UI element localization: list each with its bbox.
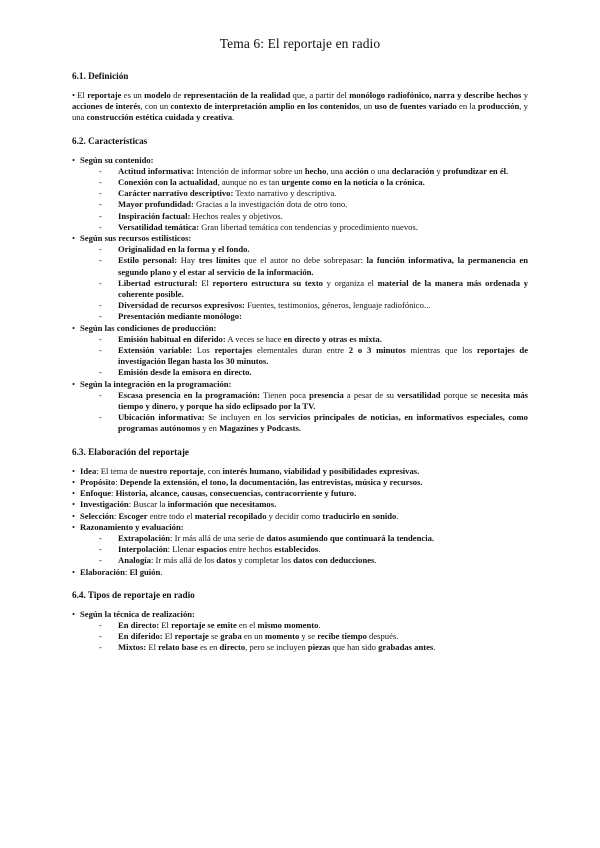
category-item (72, 609, 528, 654)
text-run: entre todo el (147, 510, 195, 521)
text-run: : Llenar (167, 544, 197, 555)
bold-text: momento (264, 631, 300, 642)
text-run: que, a partir del (290, 90, 350, 100)
bold-text: construcción estética cuidada y creativa (86, 112, 232, 123)
category-label: Según la integración en la programación: (80, 378, 232, 389)
category-item (72, 155, 528, 233)
text-run: El (197, 277, 213, 288)
text-run: y se (299, 631, 318, 642)
bold-text: Investigación (80, 499, 129, 510)
category-label: Según sus recursos estilísticos: (80, 233, 192, 244)
list-item (80, 620, 528, 631)
bold-text: reportaje (174, 631, 209, 642)
bold-text: tres límites (198, 255, 241, 266)
bold-text: Interpolación (118, 544, 168, 555)
section-heading-caracteristicas: 6.2. Características (72, 135, 148, 146)
bold-text: Versatilidad temática: (118, 221, 200, 232)
list-item (80, 544, 528, 555)
list-item (80, 631, 528, 642)
text-run: El (162, 631, 175, 642)
text-run: , aunque no es tan (217, 177, 282, 188)
definition-paragraph (72, 90, 528, 124)
bold-text: profundizar en él. (442, 165, 509, 176)
list-item (80, 533, 528, 544)
list-item (80, 177, 528, 188)
text-run: , una (326, 165, 346, 176)
bold-text: Emisión habitual en diferido: (118, 333, 226, 344)
bold-text: reportajes de investigación llegan hasta los 30 minutos. (118, 345, 529, 367)
bold-text: datos asumiendo que continuará la tendencia. (266, 532, 435, 543)
bold-text: reportajes (214, 345, 253, 356)
bold-text: reportaje se emite (171, 619, 237, 630)
bold-text: necesita más tiempo y dinero, y porque ha sido eclipsado por la TV. (118, 389, 529, 412)
bold-text: Escasa presencia en la programación: (118, 389, 261, 400)
types-list (72, 609, 528, 654)
list-item (80, 278, 528, 300)
text-run: Texto narrativo y descriptiva. (233, 188, 337, 199)
list-item (80, 188, 528, 199)
bold-text: reportero estructura su texto (212, 277, 323, 288)
bold-text: traducirlo en sonido (322, 510, 397, 521)
bold-text: Depende la extensión, el tono, la documentación, las entrevistas, música y recursos. (119, 476, 423, 487)
text-run: , pero se incluyen (245, 642, 308, 653)
text-run: Hay (177, 255, 199, 266)
section-heading-elaboracion: 6.3. Elaboración del reportaje (72, 446, 189, 457)
step-item (72, 567, 528, 578)
bold-text: reportaje (87, 90, 122, 100)
bold-text: Actitud informativa: (118, 165, 195, 176)
category-label: Según la técnica de realización: (80, 608, 195, 619)
text-run: que han sido (330, 642, 379, 653)
text-run: . (396, 510, 399, 521)
bold-text: versatilidad (397, 389, 441, 400)
bold-text: uso de fuentes variado (374, 101, 457, 112)
bold-text: Libertad estructural: (118, 277, 198, 288)
bold-text: servicios principales de noticias, en informativos especiales, como programas autónomos (118, 412, 528, 434)
bold-text: espacios (196, 544, 227, 555)
dash-list (80, 334, 528, 379)
list-item (80, 166, 528, 177)
text-run: a pesar de su (343, 389, 398, 400)
text-run: Gracias a la investigación dota de otro tono. (193, 199, 348, 210)
bold-text: Presentación mediante monólogo: (118, 311, 242, 322)
text-run: Fuentes, testimonios, géneros, lenguaje radiofónico... (244, 300, 431, 311)
bold-text: Carácter narrativo descriptivo: (118, 188, 234, 199)
bold-text: monólogo radiofónico, narra y describe hechos (349, 90, 522, 100)
bold-text: Propósito (80, 476, 116, 487)
dash-list (80, 620, 528, 654)
bold-text: graba (220, 631, 242, 642)
category-item (72, 379, 528, 435)
text-run: en el (236, 619, 258, 630)
text-run: o una (368, 165, 392, 176)
bold-text: establecidos (274, 544, 319, 555)
elaboration-list (72, 466, 528, 578)
bold-text: la función informativa, la permanencia en segundo plano y el estar al servicio de la información. (118, 255, 528, 277)
text-run: Tienen poca (260, 389, 310, 400)
section-heading-tipos: 6.4. Tipos de reportaje en radio (72, 589, 195, 600)
bold-text: representación de la realidad (183, 90, 291, 100)
text-run: de (170, 90, 184, 100)
text-run: Gran libertad temática con tendencias y procedimiento nuevos. (199, 221, 418, 232)
bold-text: Mixtos: (118, 642, 147, 653)
bold-text: acciones de interés (72, 101, 141, 112)
text-run: y decidir como (266, 510, 323, 521)
bold-text: presencia (309, 389, 344, 400)
list-item (80, 642, 528, 653)
bold-text: material recopilado (194, 510, 267, 521)
dash-list (80, 390, 528, 435)
bold-text: acción (345, 165, 369, 176)
step-item (72, 466, 528, 477)
bold-text: En directo: (118, 619, 160, 630)
category-item (72, 233, 528, 323)
bold-text: datos con deducciones (293, 555, 375, 566)
bold-text: Originalidad en la forma y el fondo. (118, 244, 250, 255)
step-item (72, 522, 528, 567)
category-item (72, 323, 528, 379)
bold-text: Extensión variable: (118, 345, 193, 356)
list-item (80, 255, 528, 277)
text-run: , un (359, 101, 375, 112)
text-run: mientras que los (405, 345, 478, 356)
text-run: porque se (440, 389, 481, 400)
text-run: después. (366, 631, 399, 642)
category-label: Según las condiciones de producción: (80, 322, 217, 333)
bold-text: hecho (304, 165, 327, 176)
list-item (80, 412, 528, 434)
text-run: y (521, 90, 528, 100)
bold-text: urgente como en la noticia o la crónica. (281, 177, 425, 188)
text-run: : El tema de (96, 465, 140, 476)
step-item (72, 477, 528, 488)
bold-text: relato base (158, 642, 198, 653)
bold-text: Emisión desde la emisora en directo. (118, 367, 252, 378)
text-run: El (146, 642, 159, 653)
bold-text: Historia, alcance, causas, consecuencias, contracorriente y futuro. (115, 488, 357, 499)
text-run: Intención de informar sobre un (194, 165, 305, 176)
bold-text: piezas (307, 642, 331, 653)
bold-text: Inspiración factual: (118, 210, 191, 221)
text-run: y organiza el (322, 277, 378, 288)
step-item (72, 511, 528, 522)
list-item (80, 367, 528, 378)
dash-list (80, 533, 528, 567)
text-run: El (159, 619, 172, 630)
bold-text: recibe tiempo (317, 631, 367, 642)
text-run: . (160, 566, 163, 577)
text-run: . (232, 112, 235, 123)
text-run: : (111, 488, 116, 499)
bold-text: nuestro reportaje (139, 465, 204, 476)
text-run: que el autor no debe sobrepasar: (240, 255, 367, 266)
text-run: elementales duran entre (252, 345, 349, 356)
text-run: : (113, 510, 119, 521)
text-run: : Ir más allá de una serie de (170, 532, 267, 543)
dash-list (80, 166, 528, 233)
bold-text: directo (219, 642, 246, 653)
list-item (80, 390, 528, 412)
list-item (80, 555, 528, 566)
bold-text: Ubicación informativa: (118, 412, 205, 423)
list-item (80, 222, 528, 233)
text-run: se (208, 631, 221, 642)
text-run: : (124, 566, 130, 577)
bold-text: producción (477, 101, 520, 112)
text-run: . (318, 544, 321, 555)
bold-text: en directo y otras es mixta. (283, 333, 382, 344)
list-item (80, 334, 528, 345)
characteristics-list (72, 155, 528, 435)
bold-text: Razonamiento y evaluación: (80, 521, 184, 532)
bold-text: Analogía (118, 555, 151, 566)
text-run: • El (72, 90, 88, 100)
bold-text: Diversidad de recursos expresivos: (118, 300, 245, 311)
bold-text: modelo (144, 90, 171, 100)
bold-text: Idea (80, 465, 97, 476)
bold-text: contexto de interpretación amplio en los contenidos (170, 101, 360, 112)
text-run: . (374, 555, 377, 566)
list-item (80, 244, 528, 255)
text-run: y completar los (235, 555, 294, 566)
bold-text: información que necesitamos. (167, 499, 277, 510)
bold-text: declaración (391, 165, 435, 176)
text-run: . (318, 619, 321, 630)
bold-text: Conexión con la actualidad (118, 177, 218, 188)
list-item (80, 211, 528, 222)
text-run: Hechos reales y objetivos. (190, 210, 283, 221)
text-run: , con (203, 465, 223, 476)
text-run: : (115, 476, 120, 487)
step-item (72, 488, 528, 499)
dash-list (80, 244, 528, 322)
text-run: y (434, 165, 443, 176)
bold-text: Elaboración (80, 566, 125, 577)
text-run: , con un (140, 101, 171, 112)
text-run: , y una (72, 101, 528, 123)
text-run: : Buscar la (128, 499, 168, 510)
text-run: entre hechos (226, 544, 275, 555)
text-run: . (433, 642, 436, 653)
list-item (80, 311, 528, 322)
text-run: A veces se hace (225, 333, 284, 344)
text-run: en un (241, 631, 265, 642)
bold-text: datos (216, 555, 236, 566)
bold-text: Estilo personal: (118, 255, 178, 266)
text-run: es en (197, 642, 220, 653)
bold-text: Escoger (118, 510, 148, 521)
bold-text: material de la manera más ordenada y coherente posible. (118, 277, 528, 300)
bold-text: Extrapolación (118, 532, 171, 543)
bold-text: El guión (129, 566, 161, 577)
text-run: es un (121, 90, 145, 100)
document-title: Tema 6: El reportaje en radio (219, 36, 381, 51)
list-item (80, 199, 528, 210)
bold-text: grabadas antes (378, 642, 434, 653)
text-run: Los (192, 345, 215, 356)
bold-text: Mayor profundidad: (118, 199, 194, 210)
bold-text: interés humano, viabilidad y posibilidades expresivas. (222, 465, 420, 476)
category-label: Según su contenido: (80, 154, 154, 165)
bold-text: Magazines y Podcasts. (219, 423, 301, 434)
text-run: y en (200, 423, 220, 434)
bold-text: mismo momento (257, 619, 319, 630)
text-run: Se incluyen en los (204, 412, 279, 423)
bold-text: Selección (80, 510, 114, 521)
bold-text: En diferido: (118, 631, 163, 642)
section-heading-definicion: 6.1. Definición (72, 71, 129, 81)
text-run: : Ir más allá de los (150, 555, 217, 566)
bold-text: Enfoque (80, 488, 112, 499)
list-item (80, 300, 528, 311)
document-page (72, 36, 528, 666)
text-run: en la (456, 101, 478, 112)
bold-text: 2 o 3 minutos (348, 345, 406, 356)
step-item (72, 499, 528, 510)
list-item (80, 345, 528, 367)
